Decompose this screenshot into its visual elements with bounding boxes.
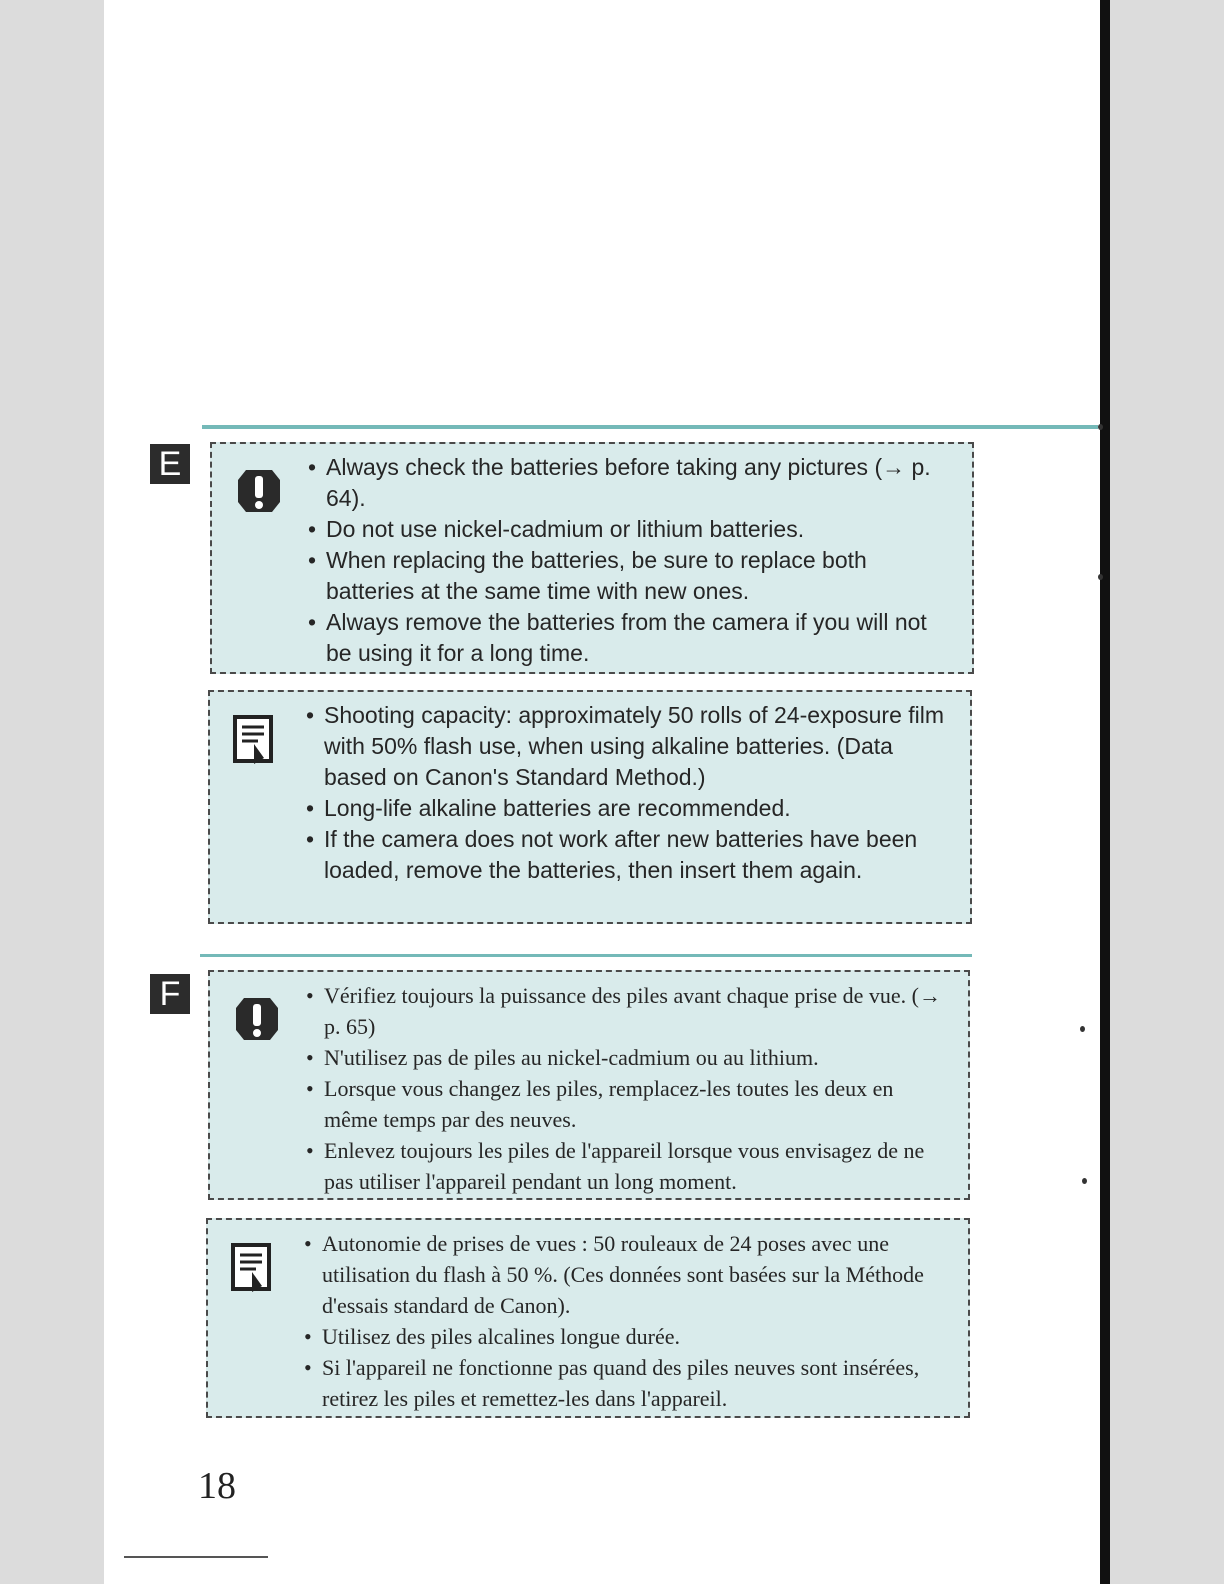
language-marker-english: E [150, 444, 190, 484]
list-item: • Always check the batteries before taking any pictures (→ p. 64). [308, 452, 954, 514]
caution-icon [234, 466, 284, 516]
scan-speck [1080, 1026, 1085, 1032]
caution-list [308, 452, 954, 669]
list-item: • When replacing the batteries, be sure to replace both batteries at the same time with new ones. [308, 545, 954, 607]
section-rule-french [200, 954, 972, 957]
list-item: • Long-life alkaline batteries are recommended. [306, 793, 952, 824]
page-edge-shadow [1100, 0, 1110, 1584]
memo-box-french [206, 1218, 970, 1418]
list-item: • Lorsque vous changez les piles, remplacez-les toutes les deux en même temps par des neuves. [306, 1073, 950, 1135]
caution-list [306, 980, 950, 1197]
list-item: • Always remove the batteries from the camera if you will not be using it for a long time. [308, 607, 954, 669]
list-item: • Enlevez toujours les piles de l'appareil lorsque vous envisagez de ne pas utiliser l'appareil pendant un long moment. [306, 1135, 950, 1197]
list-item: • Autonomie de prises de vues : 50 rouleaux de 24 poses avec une utilisation du flash à 50 %. (Ces données sont basées sur la Méthode d'essais standard de Canon). [304, 1228, 950, 1321]
memo-box-english [208, 690, 972, 924]
bottom-rule [124, 1556, 268, 1558]
list-item: • N'utilisez pas de piles au nickel-cadmium ou au lithium. [306, 1042, 950, 1073]
list-item: • If the camera does not work after new batteries have been loaded, remove the batteries, then insert them again. [306, 824, 952, 886]
caution-box-french [208, 970, 970, 1200]
memo-list [304, 1228, 950, 1414]
page-number: 18 [198, 1465, 236, 1507]
language-marker-french: F [150, 974, 190, 1014]
memo-icon [232, 714, 276, 768]
scan-speck [1098, 574, 1103, 580]
scan-speck [1082, 1178, 1087, 1184]
list-item: • Shooting capacity: approximately 50 rolls of 24-exposure film with 50% flash use, when using alkaline batteries. (Data based on Canon's Standard Method.) [306, 700, 952, 793]
list-item: • Do not use nickel-cadmium or lithium batteries. [308, 514, 954, 545]
memo-icon [230, 1242, 274, 1296]
scan-speck [1098, 424, 1103, 430]
caution-icon [232, 994, 282, 1044]
list-item: • Vérifiez toujours la puissance des piles avant chaque prise de vue. (→ p. 65) [306, 980, 950, 1042]
section-rule-english [202, 425, 1098, 429]
caution-box-english [210, 442, 974, 674]
list-item: • Si l'appareil ne fonctionne pas quand des piles neuves sont insérées, retirez les piles et remettez-les dans l'appareil. [304, 1352, 950, 1414]
list-item: • Utilisez des piles alcalines longue durée. [304, 1321, 950, 1352]
memo-list [306, 700, 952, 886]
